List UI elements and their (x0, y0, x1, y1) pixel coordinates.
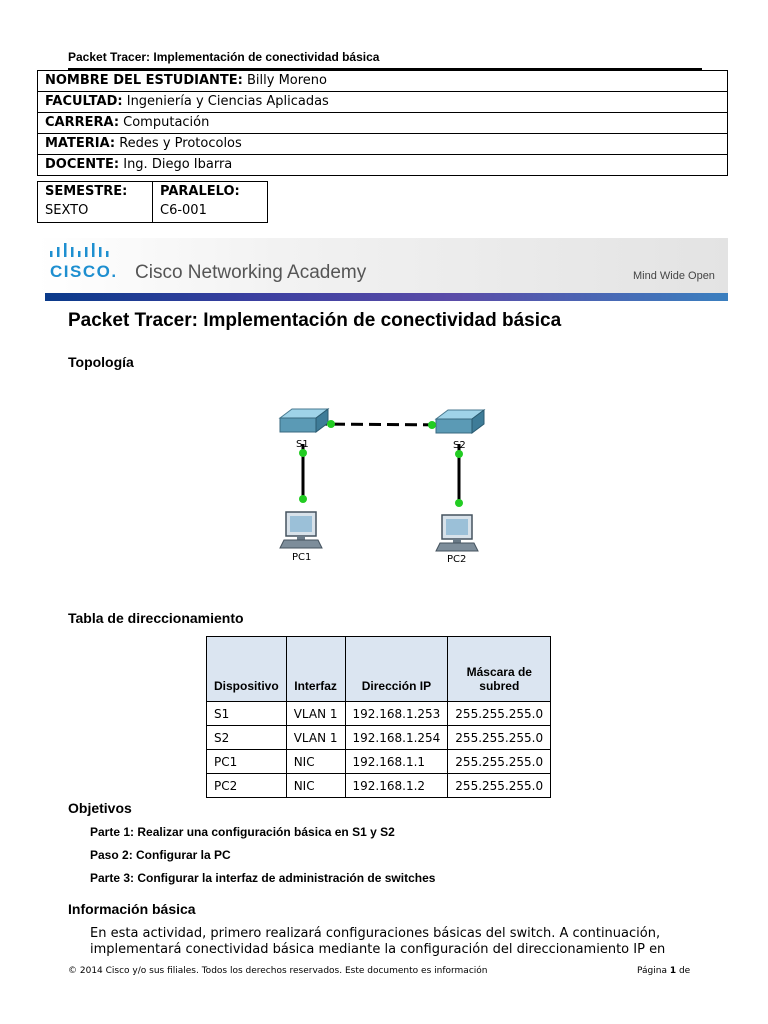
pc1-label: PC1 (292, 552, 312, 563)
objectives-heading: Objetivos (68, 800, 132, 816)
topology-heading: Topología (68, 354, 134, 370)
pc2-label: PC2 (447, 554, 467, 565)
switch-s2-icon (436, 410, 484, 433)
table-cell: 255.255.255.0 (448, 774, 551, 798)
student-info-table (37, 70, 728, 176)
cisco-logo-text: CISCO. (50, 262, 118, 281)
footer-page-number (637, 966, 690, 976)
link-light-icon (455, 450, 463, 458)
link-light-icon (327, 420, 335, 428)
table-cell: 255.255.255.0 (448, 702, 551, 726)
field-label: MATERIA: (45, 136, 116, 151)
addressing-table (206, 636, 551, 798)
parallel-label: PARALELO: (160, 184, 240, 199)
semester-cell (38, 182, 153, 223)
table-cell: 192.168.1.253 (345, 702, 448, 726)
semester-label: SEMESTRE: (45, 184, 128, 199)
objective-item: Parte 3: Configurar la interfaz de administración de switches (90, 871, 436, 885)
field-label: NOMBRE DEL ESTUDIANTE: (45, 73, 243, 88)
table-row (207, 750, 551, 774)
pc1-computer-icon (280, 512, 322, 548)
semester-table (37, 181, 268, 223)
cisco-bridge-logo-icon (48, 243, 116, 261)
objective-item: Paso 2: Configurar la PC (90, 848, 231, 862)
table-header-row (207, 637, 551, 702)
switch-s1-icon (280, 409, 328, 432)
table-cell: NIC (286, 750, 345, 774)
parallel-value: C6-001 (160, 203, 207, 218)
link-light-icon (299, 449, 307, 457)
student-name-row (38, 71, 728, 92)
background-text: En esta actividad, primero realizará configuraciones básicas del switch. A continuación, implementará conectividad básica mediante la configuración del direccionamiento IP en (90, 926, 666, 957)
table-cell: PC1 (207, 750, 287, 774)
page-suffix: de (676, 966, 691, 976)
s2-label: S2 (453, 440, 466, 451)
background-heading: Información básica (68, 901, 196, 917)
column-header: Dispositivo (207, 637, 287, 702)
column-header: Dirección IP (345, 637, 448, 702)
table-cell: S2 (207, 726, 287, 750)
table-cell: PC2 (207, 774, 287, 798)
table-row (207, 726, 551, 750)
link-light-icon (455, 499, 463, 507)
career-row (38, 113, 728, 134)
semester-value: SEXTO (45, 203, 89, 218)
field-label: FACULTAD: (45, 94, 123, 109)
column-header: Interfaz (286, 637, 345, 702)
link-light-icon (428, 421, 436, 429)
page-prefix: Página (637, 966, 670, 976)
page-title: Packet Tracer: Implementación de conectividad básica (68, 310, 562, 331)
teacher-row (38, 155, 728, 176)
field-value: Ingeniería y Ciencias Aplicadas (126, 94, 329, 109)
footer-copyright: © 2014 Cisco y/o sus filiales. Todos los derechos reservados. Este documento es información (68, 966, 488, 976)
parallel-cell (153, 182, 268, 223)
table-cell: VLAN 1 (286, 702, 345, 726)
table-cell: 192.168.1.1 (345, 750, 448, 774)
objective-item: Parte 1: Realizar una configuración básica en S1 y S2 (90, 825, 395, 839)
s1-label: S1 (296, 439, 309, 450)
field-value: Billy Moreno (247, 73, 327, 88)
field-value: Redes y Protocolos (119, 136, 242, 151)
page-number: 1 (669, 966, 677, 976)
banner-gradient-bar (45, 293, 728, 301)
pc2-computer-icon (436, 515, 478, 551)
field-value: Computación (123, 115, 210, 130)
field-label: DOCENTE: (45, 157, 120, 172)
table-cell: S1 (207, 702, 287, 726)
faculty-row (38, 92, 728, 113)
table-row (207, 774, 551, 798)
table-cell: 192.168.1.254 (345, 726, 448, 750)
table-cell: VLAN 1 (286, 726, 345, 750)
tagline: Mind Wide Open (633, 270, 715, 282)
table-cell: 192.168.1.2 (345, 774, 448, 798)
table-cell: NIC (286, 774, 345, 798)
table-cell: 255.255.255.0 (448, 726, 551, 750)
field-value: Ing. Diego Ibarra (123, 157, 233, 172)
academy-name: Cisco Networking Academy (135, 262, 367, 283)
topology-diagram (270, 400, 500, 570)
table-row (207, 702, 551, 726)
column-header: Máscara de subred (448, 637, 551, 702)
field-label: CARRERA: (45, 115, 120, 130)
document-header-title: Packet Tracer: Implementación de conectividad básica (68, 50, 380, 64)
table-cell: 255.255.255.0 (448, 750, 551, 774)
addressing-heading: Tabla de direccionamiento (68, 610, 244, 626)
link-light-icon (299, 495, 307, 503)
subject-row (38, 134, 728, 155)
